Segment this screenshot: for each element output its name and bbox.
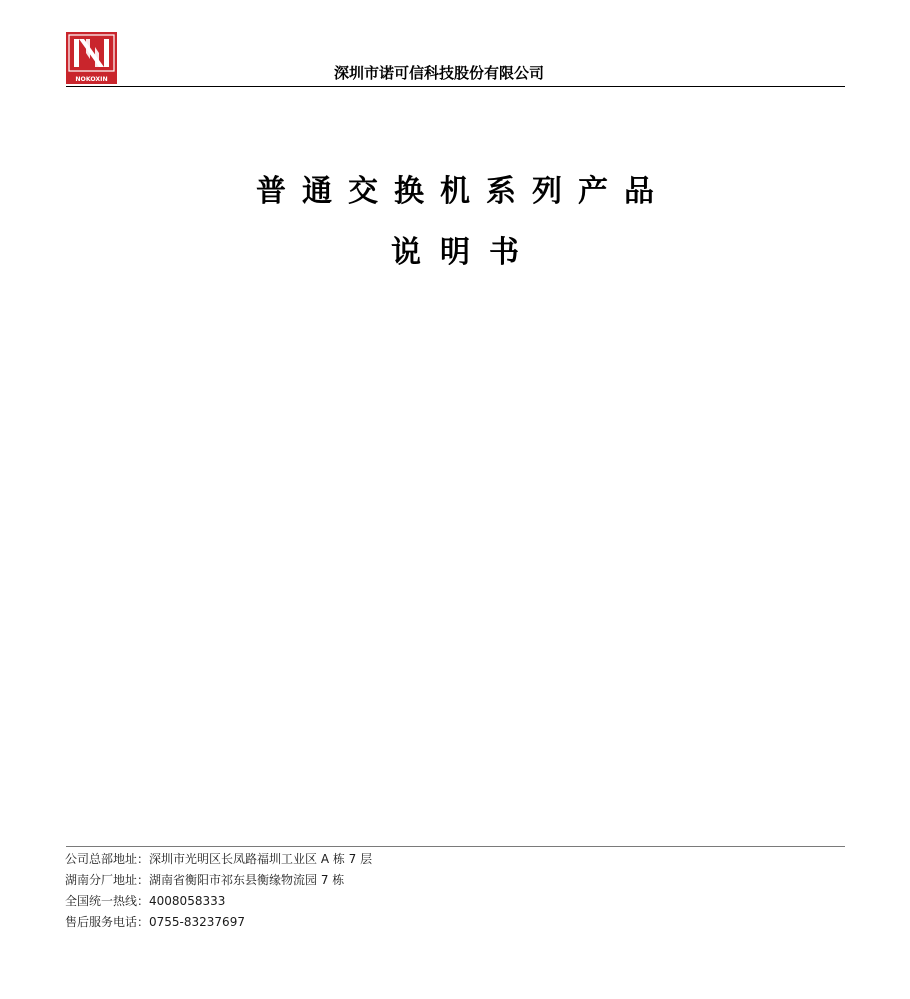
company-logo-icon bbox=[66, 32, 117, 84]
footer-label: 全国统一热线： bbox=[65, 894, 150, 908]
footer-value: 4008058333 bbox=[149, 894, 226, 908]
document-title: 普通交换机系列产品 bbox=[256, 174, 670, 209]
footer-label: 售后服务电话： bbox=[65, 915, 150, 929]
footer-contact-info bbox=[65, 849, 372, 933]
footer-label: 公司总部地址： bbox=[65, 852, 150, 866]
footer-row-service-phone bbox=[65, 912, 372, 933]
footer-value: 湖南省衡阳市祁东县衡缘物流园 7 栋 bbox=[149, 873, 345, 887]
footer-divider bbox=[66, 846, 845, 847]
footer-row-headquarters bbox=[65, 849, 372, 870]
footer-label: 湖南分厂地址： bbox=[65, 873, 150, 887]
company-name-header: 深圳市诺可信科技股份有限公司 bbox=[334, 64, 545, 82]
footer-row-hunan-factory bbox=[65, 870, 372, 891]
header-divider bbox=[66, 86, 845, 87]
svg-text:NOKOXIN: NOKOXIN bbox=[75, 76, 108, 83]
footer-value: 深圳市光明区长凤路福圳工业区 A 栋 7 层 bbox=[149, 852, 373, 866]
footer-row-hotline bbox=[65, 891, 372, 912]
document-subtitle: 说明书 bbox=[391, 235, 538, 270]
footer-value: 0755-83237697 bbox=[149, 915, 245, 929]
